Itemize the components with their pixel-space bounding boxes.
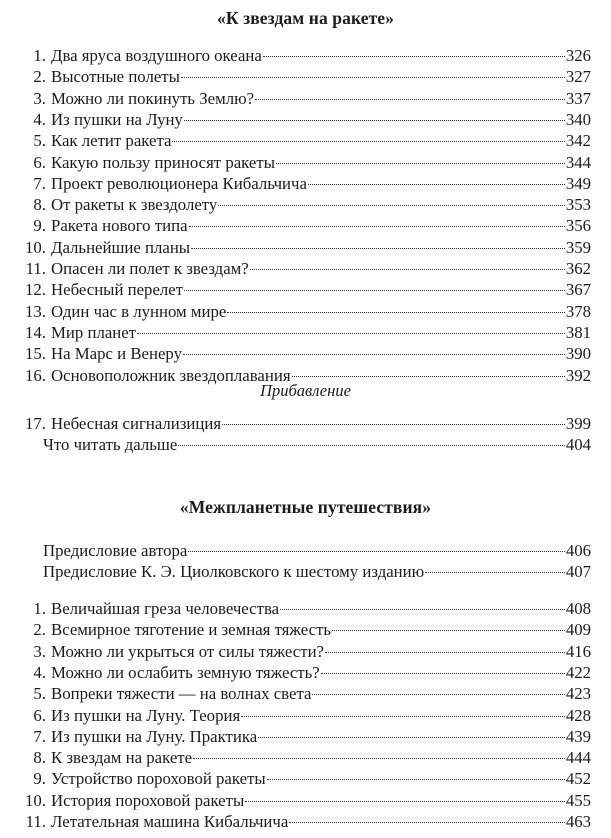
toc-entry[interactable] (43, 434, 591, 455)
page-number: 349 (565, 173, 591, 193)
page-number: 455 (565, 790, 591, 810)
toc-entry[interactable] (20, 258, 591, 279)
toc-entry[interactable] (20, 237, 591, 258)
toc-entry[interactable] (20, 215, 591, 236)
section-title: «К звездам на ракете» (217, 8, 394, 28)
entry-title: Летательная машина Кибальчича (51, 812, 289, 831)
toc-entry[interactable] (20, 152, 591, 173)
dot-leader (292, 376, 565, 377)
toc-entry[interactable] (43, 540, 591, 561)
entry-number: 15. (25, 344, 46, 364)
entry-number: 6. (33, 705, 46, 725)
entry-number: 9. (33, 216, 46, 236)
dot-leader (222, 424, 565, 425)
page-number: 367 (565, 280, 591, 300)
entry-number: 4. (33, 109, 46, 129)
entry-number: 3. (33, 641, 46, 661)
entry-number: 7. (33, 173, 46, 193)
dot-leader (258, 737, 565, 738)
entry-title: Небесная сигнализиция (51, 414, 222, 433)
entry-number: 10. (25, 237, 46, 257)
toc-entry[interactable] (20, 768, 591, 789)
dot-leader (227, 312, 565, 313)
dot-leader (191, 248, 565, 249)
entry-title: Можно ли покинуть Землю? (51, 88, 255, 108)
entry-title: Небесный перелет (51, 280, 184, 300)
entry-number: 16. (25, 365, 46, 385)
entry-title: Два яруса воздушного океана (51, 46, 262, 65)
entry-title: К звездам на ракете (51, 748, 193, 768)
toc-entry[interactable] (20, 598, 591, 619)
entry-title: На Марс и Венеру (51, 344, 182, 364)
entry-title: Предисловие К. Э. Циолковского к шестому изданию (43, 562, 425, 582)
toc-entry[interactable] (20, 343, 591, 364)
page-number: 356 (565, 216, 591, 236)
entry-number: 14. (25, 322, 46, 342)
toc-entry[interactable] (20, 109, 591, 130)
dot-leader (263, 56, 565, 57)
toc-entry[interactable] (20, 365, 591, 386)
page-number: 444 (565, 748, 591, 768)
page-number: 416 (565, 641, 591, 661)
dot-leader (267, 779, 565, 780)
entry-title: Предисловие автора (43, 541, 188, 560)
dot-leader (189, 226, 565, 227)
page-number: 326 (565, 46, 591, 65)
page-number: 381 (565, 322, 591, 342)
dot-leader (172, 141, 564, 142)
toc-entry[interactable] (20, 641, 591, 662)
toc-entry[interactable] (20, 322, 591, 343)
toc-entry[interactable] (20, 683, 591, 704)
dot-leader (312, 694, 564, 695)
entry-number: 12. (25, 280, 46, 300)
dot-leader (321, 673, 565, 674)
toc-entry[interactable] (20, 45, 591, 66)
dot-leader (184, 120, 565, 121)
entry-title: Величайшая греза человечества (51, 599, 280, 618)
entry-number: 3. (33, 88, 46, 108)
entry-title: Что читать дальше (43, 435, 178, 455)
page-number: 452 (565, 769, 591, 789)
toc-entry[interactable] (20, 747, 591, 768)
entry-number: 8. (33, 748, 46, 768)
dot-leader (289, 822, 565, 823)
entry-number: 8. (33, 195, 46, 215)
dot-leader (255, 99, 565, 100)
dot-leader (188, 551, 565, 552)
entry-title: Мир планет (51, 322, 137, 342)
page-number: 359 (565, 237, 591, 257)
page-number: 378 (565, 301, 591, 321)
entry-number: 2. (33, 67, 46, 87)
toc-entry[interactable] (20, 66, 591, 87)
page-number: 353 (565, 195, 591, 215)
entry-title: Один час в лунном мире (51, 301, 227, 321)
appendix-title: Прибавление (260, 381, 351, 400)
dot-leader (308, 184, 565, 185)
entry-title: История пороховой ракеты (51, 790, 245, 810)
entry-title: Дальнейшие планы (51, 237, 191, 257)
page-number: 362 (565, 259, 591, 278)
dot-leader (181, 77, 565, 78)
page-number: 408 (565, 599, 591, 618)
page-number: 439 (565, 726, 591, 746)
page-number: 337 (565, 88, 591, 108)
dot-leader (241, 716, 565, 717)
page-number: 407 (565, 562, 591, 582)
dot-leader (178, 445, 565, 446)
entry-number: 11. (25, 812, 46, 831)
page-number: 423 (565, 684, 591, 704)
page-number: 342 (565, 131, 591, 151)
toc-entry[interactable] (20, 790, 591, 811)
entry-title: Опасен ли полет к звездам? (51, 259, 249, 278)
entry-number: 5. (33, 684, 46, 704)
entry-number: 1. (33, 46, 46, 65)
entry-title: Устройство пороховой ракеты (51, 769, 266, 789)
toc-entry[interactable] (20, 811, 591, 832)
entry-title: Как летит ракета (51, 131, 172, 151)
entry-title: Основоположник звездоплавания (51, 365, 291, 385)
dot-leader (218, 205, 565, 206)
dot-leader (184, 290, 565, 291)
toc-entry[interactable] (20, 88, 591, 109)
entry-title: Какую пользу приносят ракеты (51, 152, 275, 172)
page-number: 340 (565, 109, 591, 129)
entry-number: 10. (25, 790, 46, 810)
dot-leader (137, 333, 565, 334)
toc-entry[interactable] (20, 130, 591, 151)
toc-entry[interactable] (20, 173, 591, 194)
entry-number: 17. (25, 414, 46, 433)
toc-entry[interactable] (20, 194, 591, 215)
toc-entry[interactable] (20, 619, 591, 640)
dot-leader (325, 652, 565, 653)
dot-leader (280, 609, 565, 610)
dot-leader (276, 163, 565, 164)
entry-number: 11. (25, 259, 46, 278)
entry-title: Можно ли ослабить земную тяжесть? (51, 662, 320, 682)
page-number: 327 (565, 67, 591, 87)
toc-entry[interactable] (20, 301, 591, 322)
entry-number: 2. (33, 620, 46, 640)
page-number: 463 (565, 812, 591, 831)
entry-title: Всемирное тяготение и земная тяжесть (51, 620, 332, 640)
dot-leader (245, 801, 565, 802)
page-number: 390 (565, 344, 591, 364)
page-number: 399 (565, 414, 591, 433)
toc-entry[interactable] (43, 561, 591, 582)
entry-number: 1. (33, 599, 46, 618)
dot-leader (425, 572, 565, 573)
entry-title: От ракеты к звездолету (51, 195, 218, 215)
entry-number: 4. (33, 662, 46, 682)
entry-title: Высотные полеты (51, 67, 180, 87)
entry-title: Из пушки на Луну. Практика (51, 726, 258, 746)
entry-title: Ракета нового типа (51, 216, 188, 236)
dot-leader (332, 630, 565, 631)
page-number: 409 (565, 620, 591, 640)
page-number: 404 (565, 435, 591, 455)
entry-title: Из пушки на Луну (51, 109, 183, 129)
entry-number: 5. (33, 131, 46, 151)
entry-title: Из пушки на Луну. Теория (51, 705, 241, 725)
entry-title: Можно ли укрыться от силы тяжести? (51, 641, 324, 661)
page-number: 406 (565, 541, 591, 560)
toc-entry[interactable] (20, 413, 591, 434)
entry-number: 13. (25, 301, 46, 321)
dot-leader (193, 758, 565, 759)
entry-number: 6. (33, 152, 46, 172)
page-number: 344 (565, 152, 591, 172)
entry-title: Вопреки тяжести — на волнах света (51, 684, 312, 704)
toc-entry[interactable] (20, 705, 591, 726)
entry-title: Проект революционера Кибальчича (51, 173, 307, 193)
toc-entry[interactable] (20, 662, 591, 683)
dot-leader (250, 269, 565, 270)
page-number: 422 (565, 662, 591, 682)
section-title: «Межпланетные путешествия» (179, 497, 432, 517)
page-number: 392 (565, 365, 591, 385)
dot-leader (183, 354, 565, 355)
entry-number: 7. (33, 726, 46, 746)
toc-entry[interactable] (20, 726, 591, 747)
entry-number: 9. (33, 769, 46, 789)
page-number: 428 (565, 705, 591, 725)
toc-entry[interactable] (20, 279, 591, 300)
